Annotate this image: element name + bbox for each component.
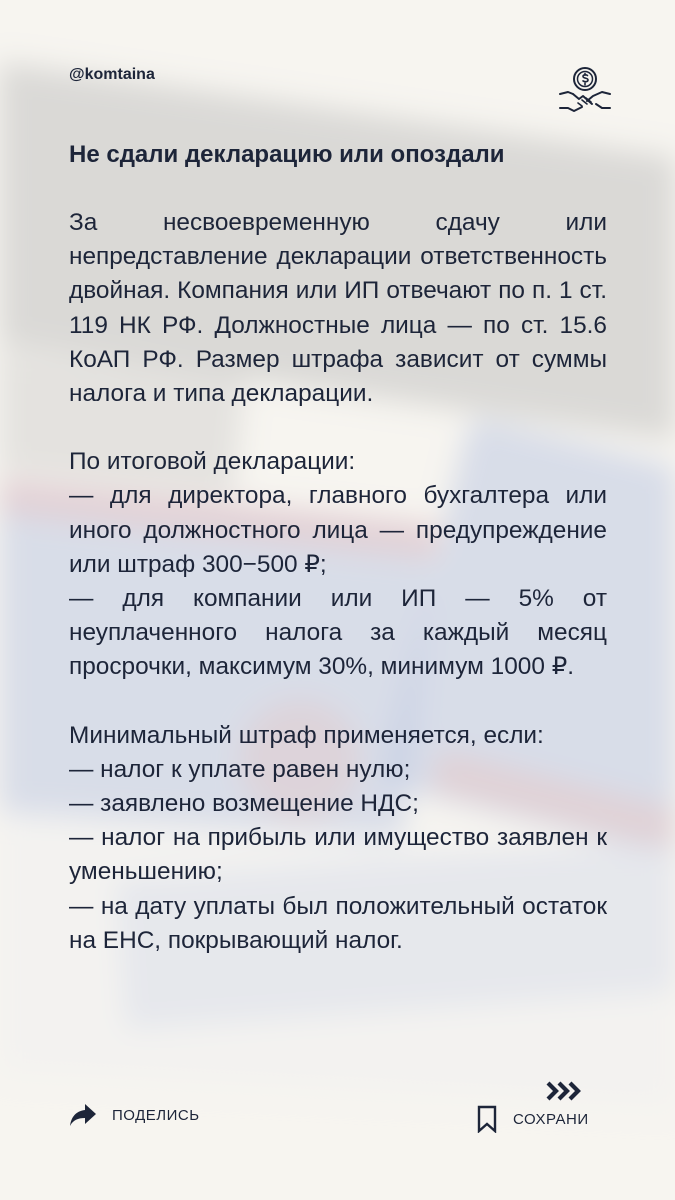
money-handshake-icon bbox=[558, 64, 612, 114]
minimum-fine-heading: Минимальный штраф применяется, если: bbox=[69, 721, 544, 749]
save-label: СОХРАНИ bbox=[513, 1110, 589, 1128]
article-title: Не сдали декларацию или опоздали bbox=[69, 141, 505, 168]
list-item: — заявлено возмещение НДС; bbox=[69, 790, 419, 818]
list-item: — на дату уплаты был положительный остаток на ЕНС, покрывающий налог. bbox=[69, 892, 607, 954]
intro-paragraph: За несвоевременную сдачу или непредставление декларации ответственность двойная. Компания или ИП отвечают по п. 1 ст. 119 НК РФ. Должностные лица — по ст. 15.6 КоАП РФ. Размер штрафа зависит от суммы налога и типа декларации. bbox=[69, 209, 607, 408]
account-handle: @komtaina bbox=[69, 66, 155, 83]
share-arrow-icon bbox=[69, 1102, 97, 1128]
final-declaration-heading: По итоговой декларации: bbox=[69, 448, 356, 476]
share-label: ПОДЕЛИСЬ bbox=[112, 1106, 200, 1124]
share-button[interactable] bbox=[69, 1100, 200, 1130]
list-item: — налог на прибыль или имущество заявлен к уменьшению; bbox=[69, 824, 607, 886]
bookmark-icon bbox=[477, 1105, 497, 1133]
save-button[interactable] bbox=[477, 1104, 589, 1134]
list-item: — для директора, главного бухгалтера или иного должностного лица — предупреждение или штраф 300−500 ₽; bbox=[69, 482, 607, 578]
triple-chevron-right-icon[interactable] bbox=[545, 1080, 583, 1102]
list-item: — для компании или ИП — 5% от неуплаченного налога за каждый месяц просрочки, максимум 30%, минимум 1000 ₽. bbox=[69, 585, 607, 681]
list-item: — налог к уплате равен нулю; bbox=[69, 755, 411, 783]
article-body bbox=[69, 206, 607, 958]
